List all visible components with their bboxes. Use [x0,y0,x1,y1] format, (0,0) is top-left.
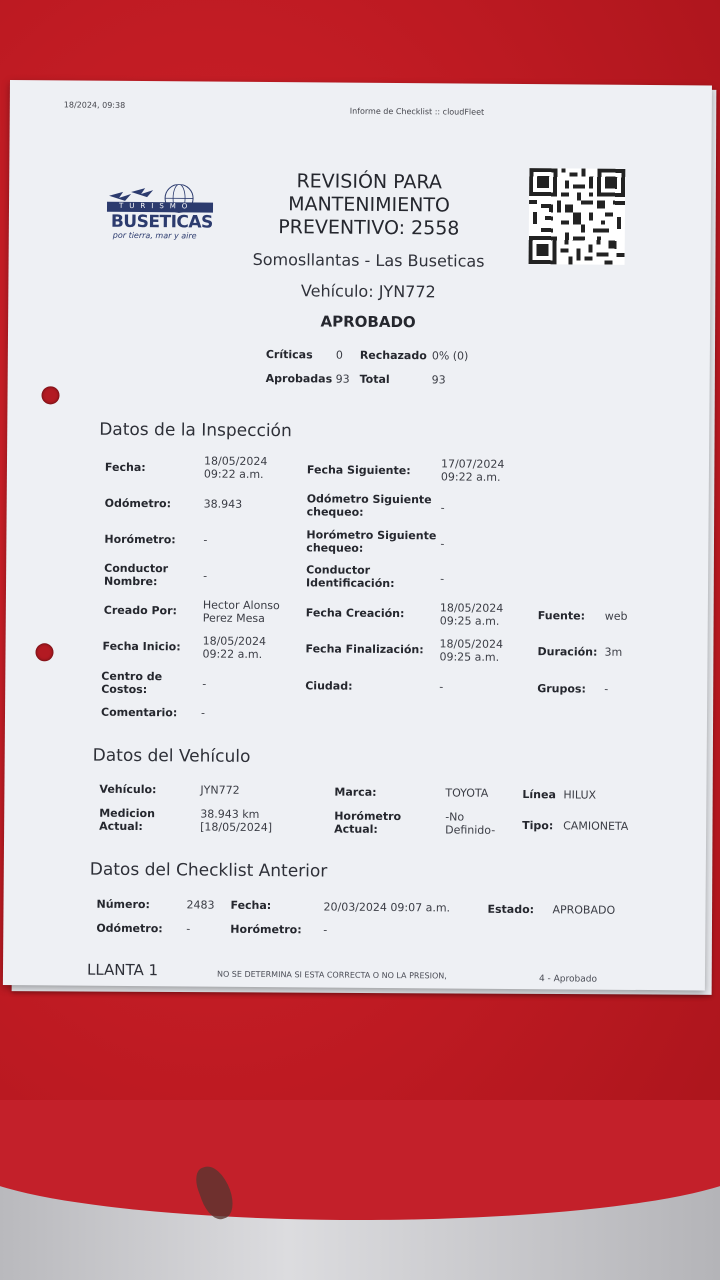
conductor-id-label: Conductor Identificación: [306,563,395,591]
anterior-fecha-value: 20/03/2024 09:07 a.m. [323,900,451,915]
document-title [219,170,520,241]
anterior-fecha-label: Fecha: [230,898,272,913]
vehicle-line: Vehículo: JYN772 [300,281,436,302]
fecha-siguiente-label: Fecha Siguiente: [306,463,411,478]
vehiculo-value: JYN772 [200,783,240,797]
creado-por-label: Creado Por: [103,603,177,618]
qr-code-icon [529,168,626,265]
logo-brand: BUSETICAS [110,211,213,233]
comentario-value: - [200,706,206,720]
table-rim [0,1100,720,1220]
approval-status: APROBADO [320,312,416,332]
ciudad-value: - [439,680,444,694]
fecha-finalizacion-label: Fecha Finalización: [305,642,424,657]
horometro-value: - [203,533,208,547]
fecha-siguiente-value: 17/07/2024 09:22 a.m. [440,457,505,484]
creado-por-value: Hector Alonso Perez Mesa [202,598,280,626]
fecha-inicio-label: Fecha Inicio: [102,639,181,654]
anterior-odometro-label: Odómetro: [96,921,163,936]
print-report-title: Informe de Checklist :: cloudFleet [349,106,485,117]
bird-icon [131,188,153,197]
logo-top-text: TURISMO [118,201,194,211]
bird-icon [109,192,131,201]
numero-value: 2483 [186,898,215,912]
numero-label: Número: [96,897,150,912]
fecha-inicio-value: 18/05/2024 09:22 a.m. [202,634,267,661]
punch-hole [41,386,59,404]
criticas-value: 0 [335,348,343,362]
grupos-label: Grupos: [537,682,586,696]
aprobadas-value: 93 [335,372,350,386]
centro-costos-label: Centro de Costos: [101,669,163,697]
linea-value: HILUX [563,788,597,802]
conductor-nombre-label: Conductor Nombre: [104,561,169,589]
print-date: 18/2024, 09:38 [63,100,126,110]
medicion-label: Medicion Actual: [99,806,156,834]
llanta-result: 4 - Aprobado [538,974,598,985]
title-line: REVISIÓN PARA [296,170,442,194]
fuente-label: Fuente: [537,609,586,623]
ciudad-label: Ciudad: [305,679,353,693]
fecha-creacion-label: Fecha Creación: [305,606,405,621]
checklist-paper [3,80,712,990]
horometro-siguiente-label: Horómetro Siguiente chequeo: [306,528,437,555]
linea-label: Línea [522,788,556,802]
marca-value: TOYOTA [445,786,489,800]
company-name: Somosllantas - Las Buseticas [252,249,485,271]
llanta-heading: LLANTA 1 [86,960,159,980]
anterior-horometro-value: - [323,923,328,937]
aprobadas-label: Aprobadas [265,372,333,386]
horometro-actual-label: Horómetro Actual: [334,809,402,836]
inspection-heading: Datos de la Inspección [99,419,292,442]
comentario-label: Comentario: [100,705,178,720]
conductor-nombre-value: - [203,569,208,583]
rechazado-label: Rechazado [359,348,427,363]
odometro-siguiente-label: Odómetro Siguiente chequeo: [306,492,432,519]
medicion-value: 38.943 km [18/05/2024] [200,807,273,835]
horometro-siguiente-value: - [440,537,445,551]
qr-code [529,168,626,265]
total-label: Total [359,372,390,386]
anterior-odometro-value: - [186,922,191,936]
buseticas-logo [105,184,215,243]
duracion-label: Duración: [537,645,598,659]
llanta-note: NO SE DETERMINA SI ESTA CORRECTA O NO LA PRESION, [216,969,447,981]
anterior-horometro-label: Horómetro: [230,922,302,937]
logo-slogan: por tierra, mar y aire [112,230,197,241]
punch-hole [35,643,53,661]
odometro-label: Odómetro: [104,496,172,511]
horometro-actual-value: -No Definido- [445,810,496,837]
criticas-label: Críticas [265,348,313,362]
rechazado-value: 0% (0) [431,349,469,363]
marca-label: Marca: [334,785,377,799]
fecha-value: 18/05/2024 09:22 a.m. [203,454,268,482]
estado-label: Estado: [487,902,535,917]
duracion-value: 3m [604,645,623,659]
title-line: PREVENTIVO: 2558 [278,216,460,240]
centro-costos-value: - [202,677,207,691]
grupos-value: - [604,682,609,696]
total-value: 93 [431,373,446,387]
vehicle-heading: Datos del Vehículo [92,745,251,767]
vehiculo-label: Vehículo: [99,782,157,797]
conductor-id-value: - [440,572,445,586]
estado-value: APROBADO [552,903,616,917]
odometro-siguiente-value: - [440,501,445,515]
odometro-value: 38.943 [203,497,243,511]
horometro-label: Horómetro: [104,532,176,547]
tipo-label: Tipo: [522,819,554,833]
tipo-value: CAMIONETA [563,819,629,833]
fecha-finalizacion-value: 18/05/2024 09:25 a.m. [439,637,504,664]
fuente-value: web [604,609,628,623]
previous-checklist-heading: Datos del Checklist Anterior [89,859,328,882]
fecha-creacion-value: 18/05/2024 09:25 a.m. [439,601,504,628]
title-line: MANTENIMIENTO [288,193,451,217]
fecha-label: Fecha: [104,460,146,475]
